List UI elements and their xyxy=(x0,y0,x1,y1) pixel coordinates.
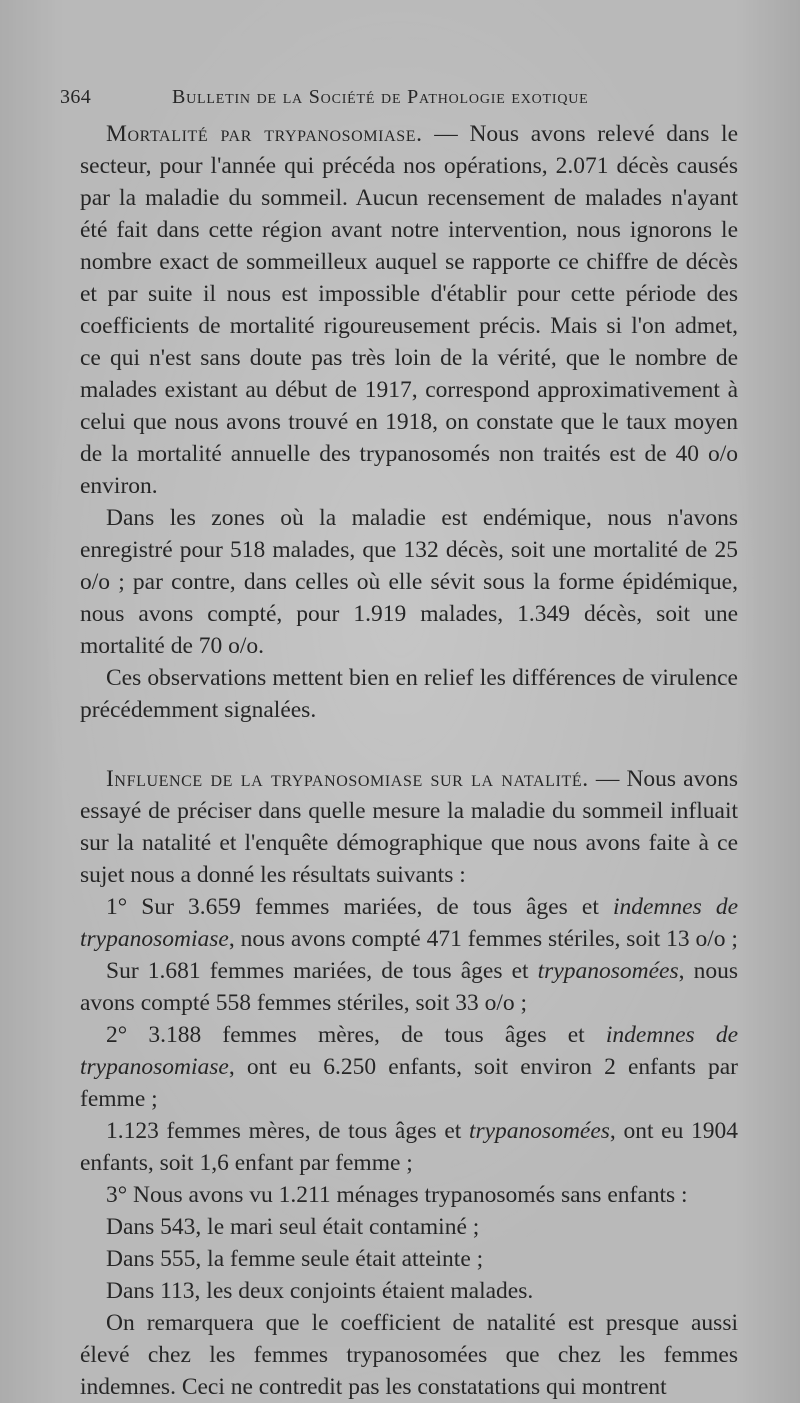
result-item-3b: Dans 555, la femme seule était atteinte ; xyxy=(106,1246,484,1272)
item-text: , ont eu 6.250 enfants, soit environ 2 enfants par femme ; xyxy=(80,1054,738,1112)
page-number: 364 xyxy=(60,86,92,108)
closing-paragraph: On remarquera que le coefficient de natalité est presque aussi élevé chez les femmes trypanosomées que chez les femmes indemnes. Ceci ne contredit pas les constatations qui montrent xyxy=(80,1310,738,1400)
result-item-1a xyxy=(80,891,738,955)
item-text: , nous avons compté 471 femmes stériles, soit 13 o/o ; xyxy=(228,926,738,952)
result-item-3c: Dans 113, les deux conjoints étaient malades. xyxy=(106,1278,534,1304)
item-text: 1° Sur 3.659 femmes mariées, de tous âges et xyxy=(106,894,613,920)
result-item-3a: Dans 543, le mari seul était contaminé ; xyxy=(106,1214,480,1240)
result-item-3: 3° Nous avons vu 1.211 ménages trypanosomés sans enfants : xyxy=(106,1182,688,1208)
running-head xyxy=(60,82,750,116)
body-text xyxy=(80,118,738,1403)
item-text: 2° 3.188 femmes mères, de tous âges et xyxy=(106,1022,606,1048)
result-item-1b xyxy=(80,955,738,1019)
virulence-paragraph: Ces observations mettent bien en relief les différences de virulence précédemment signalées. xyxy=(80,665,738,723)
section-heading-mortality: Mortalité par trypanosomiase. xyxy=(106,121,423,147)
item-text: 1.123 femmes mères, de tous âges et xyxy=(106,1118,469,1144)
item-emphasis: indemnes de trypanosomiase xyxy=(80,894,739,952)
item-text: , ont eu 1904 enfants, soit 1,6 enfant par femme ; xyxy=(80,1118,738,1176)
item-emphasis: indemnes de trypanosomiase xyxy=(80,1022,739,1080)
item-emphasis: trypanosomées xyxy=(537,958,679,984)
item-emphasis: trypanosomées xyxy=(468,1118,610,1144)
endemic-epidemic-paragraph: Dans les zones où la maladie est endémique, nous n'avons enregistré pour 518 malades, que 132 décès, soit une mortalité de 25 o/o ; par contre, dans celles où elle sévit sous la forme épidémique, nous avons compté, pour 1.919 malades, 1.349 décès, soit une mortalité de 70 o/o. xyxy=(80,505,738,659)
journal-title: Bulletin de la Société de Pathologie exotique xyxy=(172,86,589,108)
item-text: Sur 1.681 femmes mariées, de tous âges et xyxy=(106,958,538,984)
item-text: , nous avons compté 558 femmes stériles, soit 33 o/o ; xyxy=(80,958,738,1016)
section-gap xyxy=(80,726,738,763)
natality-paragraph xyxy=(80,763,738,891)
mortality-paragraph xyxy=(80,118,738,502)
result-item-2b xyxy=(80,1115,738,1179)
result-item-2a xyxy=(80,1019,738,1115)
section-heading-natality: Influence de la trypanosomiase sur la natalité. xyxy=(106,766,589,792)
mortality-text: — Nous avons relevé dans le secteur, pour l'année qui précéda nos opérations, 2.071 décès causés par la maladie du sommeil. Aucun recensement de malades n'ayant été fait dans cette région avant notre intervention, nous ignorons le nombre exact de sommeilleux auquel se rapporte ce chiffre de décès et par suite il nous est impossible d'établir pour cette période des coefficients de mortalité rigoureusement précis. Mais si l'on admet, ce qui n'est sans doute pas très loin de la vérité, que le nombre de malades existant au début de 1917, correspond approximativement à celui que nous avons trouvé en 1918, on constate que le taux moyen de la mortalité annuelle des trypanosomés non traités est de 40 o/o environ. xyxy=(80,121,739,499)
natality-intro: — Nous avons essayé de préciser dans quelle mesure la maladie du sommeil influait sur la natalité et l'enquête démographique que nous avons faite à ce sujet nous a donné les résultats suivants : xyxy=(80,766,738,888)
